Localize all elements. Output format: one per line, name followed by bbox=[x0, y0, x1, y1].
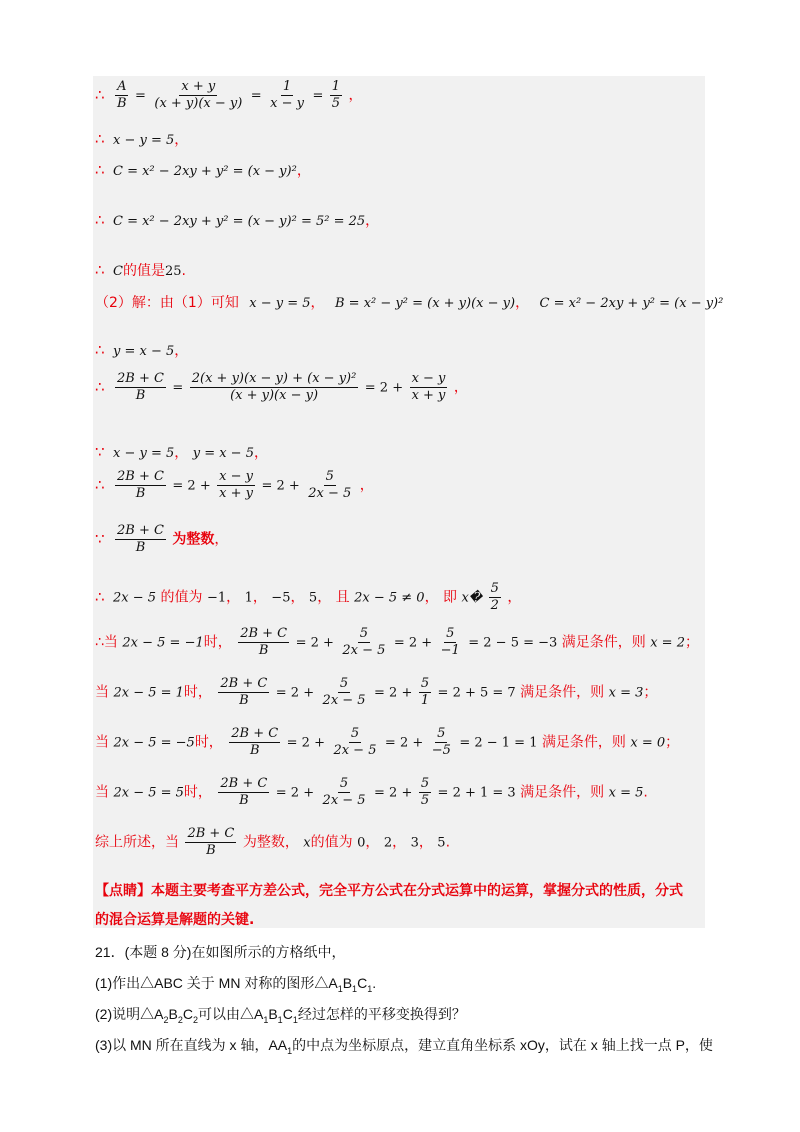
eq-line-5: ∴ C的值是25. bbox=[95, 261, 186, 279]
case-line-4: 当 2x − 5 = 5时， $\frac{2B + C}{B}$ = 2 + $\frac{5}{2x - 5}$ = 2 + $\frac{5}{5}$ = 2 + 1 = 3 满足条件，则 x = 5. bbox=[95, 776, 648, 808]
question-21-part-1: (1)作出△ABC 关于 MN 对称的图形$\triangle A_1B_1C_1$. bbox=[95, 975, 377, 994]
case-line-1: ∴当 2x − 5 = −1时， $\frac{2B + C}{B}$ = 2 + $\frac{5}{2x - 5}$ = 2 + $\frac{5}{-1}$ = 2 − 5 = −3 满足条件，则 x = 2； bbox=[95, 626, 699, 658]
summary-line: 综上所述，当 $\frac{2B + C}{B}$ 为整数， x的值为 0， 2， 3， 5. bbox=[95, 826, 451, 858]
question-21-part-2: (2)说明$\triangle A_2B_2C_2$可以由$\triangle A_1B_1C_1$经过怎样的平移变换得到？ bbox=[95, 1006, 466, 1025]
eq-line-12: ∴ 2x − 5 的值为 −1， 1， −5， 5， 且 2x − 5 ≠ 0， 即 x� $\frac{5}{2}$ ， bbox=[95, 581, 522, 613]
eq-line-4: ∴ C = x² − 2xy + y² = (x − y)² = 5² = 25， bbox=[95, 211, 380, 229]
question-21-part-3: (3)以 MN 所在直线为 x 轴，$AA_1$的中点为坐标原点，建立直角坐标系 xOy，试在 x 轴上找一点 P，使 bbox=[95, 1037, 713, 1056]
eq-line-10: ∴ $\frac{2B + C}{B}$ = 2 + $\frac{x - y}{x + y}$ = 2 + $\frac{5}{2x - 5}$ ， bbox=[95, 469, 374, 501]
eq-line-6: （2）解：由（1）可知 x − y = 5， B = x² − y² = (x + y)(x − y)， C = x² − 2xy + y² = (x − y)² bbox=[95, 295, 724, 311]
eq-line-1: ∴ $\frac{A}{B}$ = $\frac{x + y}{(x + y)(x - y)}$ = $\frac{1}{x - y}$ = $\frac{1}{5}$ ， bbox=[95, 79, 363, 111]
eq-line-9: ∵ x − y = 5， y = x − 5， bbox=[95, 443, 268, 461]
eq-line-7: ∴ y = x − 5， bbox=[95, 341, 189, 359]
eq-line-11: ∵ $\frac{2B + C}{B}$ 为整数， bbox=[95, 523, 229, 555]
eq-line-3: ∴ C = x² − 2xy + y² = (x − y)²， bbox=[95, 161, 311, 179]
because-symbol: ∵ bbox=[95, 443, 105, 461]
eq-line-8: ∴ $\frac{2B + C}{B}$ = $\frac{\text{2(x + y)(x − y) + (x − y)²}}{(x + y)(x - y)}$ = 2 + $\frac{x - y}{x + y}$ ， bbox=[95, 371, 468, 403]
eq-line-2: ∴ x − y = 5， bbox=[95, 130, 189, 148]
therefore-symbol: ∴ bbox=[95, 85, 105, 104]
note-line-1: 【点睛】本题主要考查平方差公式，完全平方公式在分式运算中的运算，掌握分式的性质，分式 bbox=[95, 883, 683, 899]
question-21: 21．(本题 8 分)在如图所示的方格纸中， bbox=[95, 944, 346, 960]
note-line-2: 的混合运算是解题的关键. bbox=[95, 912, 255, 928]
case-line-3: 当 2x − 5 = −5时， $\frac{2B + C}{B}$ = 2 + $\frac{5}{2x - 5}$ = 2 + $\frac{5}{-5}$ = 2 − 1 = 1 满足条件，则 x = 0； bbox=[95, 726, 680, 758]
case-line-2: 当 2x − 5 = 1时， $\frac{2B + C}{B}$ = 2 + $\frac{5}{2x - 5}$ = 2 + $\frac{5}{1}$ = 2 + 5 = 7 满足条件，则 x = 3； bbox=[95, 676, 658, 708]
